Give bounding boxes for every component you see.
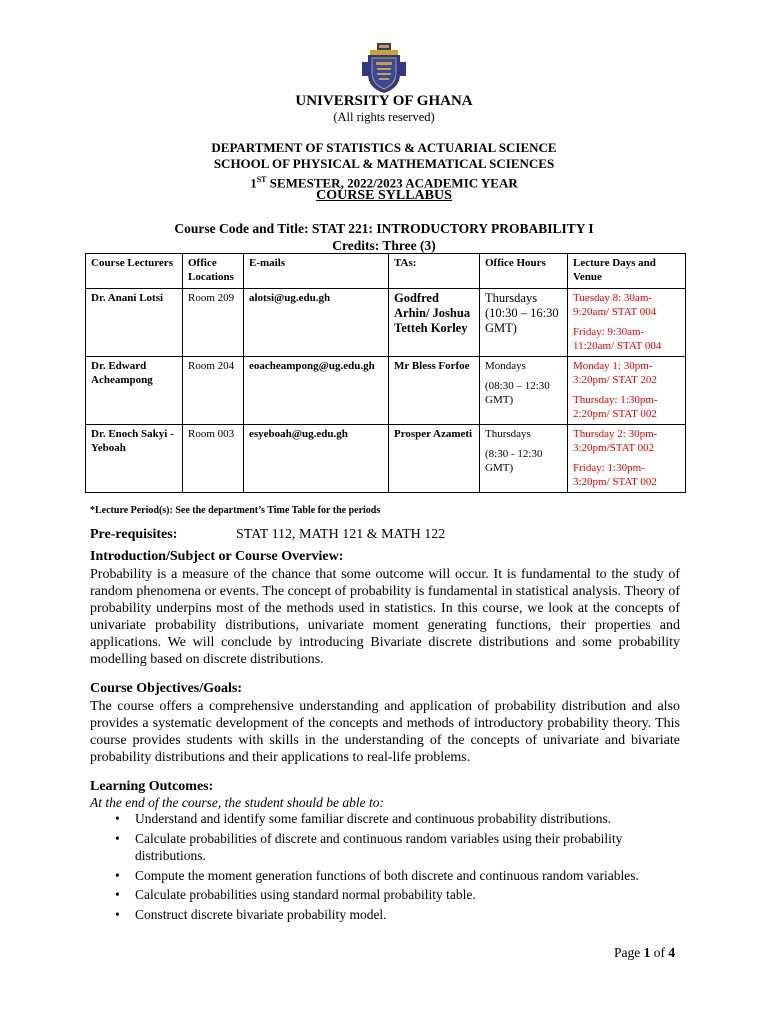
university-name: UNIVERSITY OF GHANA (295, 93, 473, 109)
lecturer-name: Dr. Anani Lotsi (86, 289, 183, 357)
course-credits: Credits: Three (3) (332, 238, 436, 253)
lecture-slot-2: Thursday: 1:30pm-2:20pm/ STAT 002 (573, 394, 658, 420)
lecturer-name: Dr. Edward Acheampong (86, 357, 183, 425)
lecturers-table (85, 253, 686, 493)
table-row (86, 357, 686, 425)
outcome-text: Calculate probabilities using standard normal probability table. (135, 887, 476, 902)
intro-paragraph: Probability is a measure of the chance that some outcome will occur. It is fundamental to the study of random phenomena or events. The concept of probability is fundamental in statistical analysis. Theory of probability underpins most of the methods used in statistics. In this course, we look at the concepts of univariate probability distributions, univariate moment generating functions, their properties and applications. We will conclude by introducing Bivariate discrete distributions and some probability modelling based on discrete distributions. (90, 567, 680, 667)
outcomes-intro: At the end of the course, the student should be able to: (90, 795, 384, 810)
office-hours (480, 357, 568, 425)
semester-suffix: ST (256, 175, 267, 184)
email-address: alotsi@ug.edu.gh (244, 289, 389, 357)
syllabus-title: COURSE SYLLABUS (316, 188, 452, 203)
office-hours-time: (10:30 – 16:30 GMT) (485, 306, 559, 335)
lecture-venue (568, 289, 686, 357)
lecture-period-note: *Lecture Period(s): See the department’s Time Table for the periods (90, 505, 381, 516)
email-address: eoacheampong@ug.edu.gh (244, 357, 389, 425)
lecturer-name: Dr. Enoch Sakyi - Yeboah (86, 425, 183, 493)
office-hours (480, 289, 568, 357)
objectives-paragraph: The course offers a comprehensive understanding and application of probability distribution and also provides a systematic development of the concepts and methods of introductory probability theory. This course provides students with skills in the understanding of the concepts of univariate and bivariate probability distributions and their applications to real-life problems. (90, 699, 680, 765)
list-item (90, 906, 680, 924)
office-hours (480, 425, 568, 493)
list-item (90, 830, 680, 865)
office-hours-time: (8:30 - 12:30 GMT) (485, 448, 543, 474)
column-header: Course Lecturers (86, 254, 183, 289)
lecture-venue (568, 357, 686, 425)
outcome-text: Calculate probabilities of discrete and continuous random variables using their probability distributions. (135, 830, 623, 863)
list-item (90, 810, 680, 828)
lecture-slot-1: Monday 1: 30pm-3:20pm/ STAT 202 (573, 360, 657, 386)
lecture-slot-2: Friday: 1:30pm-3:20pm/ STAT 002 (573, 462, 657, 488)
page-word: Page (614, 945, 644, 960)
prerequisites-value: STAT 112, MATH 121 & MATH 122 (236, 527, 446, 542)
university-crest-logo (360, 42, 408, 94)
bullet-icon: • (115, 887, 120, 902)
prerequisites (90, 527, 445, 543)
page-total: 4 (668, 945, 676, 960)
page-number (614, 945, 675, 961)
ta-names: Mr Bless Forfoe (389, 357, 480, 425)
office-hours-day: Thursdays (485, 291, 538, 305)
table-row (86, 289, 686, 357)
outcome-text: Compute the moment generation functions of both discrete and continuous random variables. (135, 867, 639, 883)
department-block (0, 140, 768, 191)
semester-number: 1 (250, 175, 257, 191)
office-location: Room 003 (183, 425, 244, 493)
table-header-row (86, 254, 686, 289)
column-header: Office Hours (480, 254, 568, 289)
department-name: DEPARTMENT OF STATISTICS & ACTUARIAL SCIENCE (211, 140, 557, 155)
intro-heading: Introduction/Subject or Course Overview: (90, 549, 344, 564)
rights-reserved: (All rights reserved) (333, 110, 435, 124)
column-header: E-mails (244, 254, 389, 289)
lecture-slot-2: Friday: 9:30am-11:20am/ STAT 004 (573, 326, 662, 352)
column-header: Lecture Days and Venue (568, 254, 686, 289)
list-item (90, 886, 680, 904)
ta-names: Godfred Arhin/ Joshua Tetteh Korley (389, 289, 480, 357)
office-hours-day: Thursdays (485, 428, 531, 440)
school-name: SCHOOL OF PHYSICAL & MATHEMATICAL SCIENCES (213, 156, 555, 171)
outcome-text: Understand and identify some familiar discrete and continuous probability distributions. (135, 811, 612, 826)
list-item (90, 867, 680, 885)
page-of-word: of (650, 945, 669, 960)
course-code-block (0, 220, 768, 254)
prerequisites-label: Pre-requisites: (90, 527, 178, 542)
bullet-icon: • (115, 867, 120, 883)
bullet-icon: • (115, 830, 120, 846)
office-location: Room 209 (183, 289, 244, 357)
office-hours-day: Mondays (485, 360, 526, 372)
lecture-slot-1: Thursday 2: 30pm-3:20pm/STAT 002 (573, 428, 658, 454)
lecture-venue (568, 425, 686, 493)
office-location: Room 204 (183, 357, 244, 425)
column-header: TAs: (389, 254, 480, 289)
ta-names: Prosper Azameti (389, 425, 480, 493)
table-row (86, 425, 686, 493)
outcome-text: Construct discrete bivariate probability model. (135, 906, 387, 922)
bullet-icon: • (115, 906, 120, 922)
objectives-heading: Course Objectives/Goals: (90, 681, 243, 696)
email-address: esyeboah@ug.edu.gh (244, 425, 389, 493)
bullet-icon: • (115, 811, 120, 826)
semester-text: SEMESTER, 2022/2023 ACADEMIC YEAR (266, 175, 518, 191)
course-code-title: Course Code and Title: STAT 221: INTRODUCTORY PROBABILITY I (174, 221, 594, 236)
column-header: Office Locations (183, 254, 244, 289)
lecture-slot-1: Tuesday 8: 30am-9:20am/ STAT 004 (573, 292, 657, 318)
outcomes-list (90, 810, 680, 925)
page-current: 1 (643, 945, 651, 960)
outcomes-heading: Learning Outcomes: (90, 779, 214, 794)
office-hours-time: (08:30 – 12:30 GMT) (485, 380, 550, 406)
